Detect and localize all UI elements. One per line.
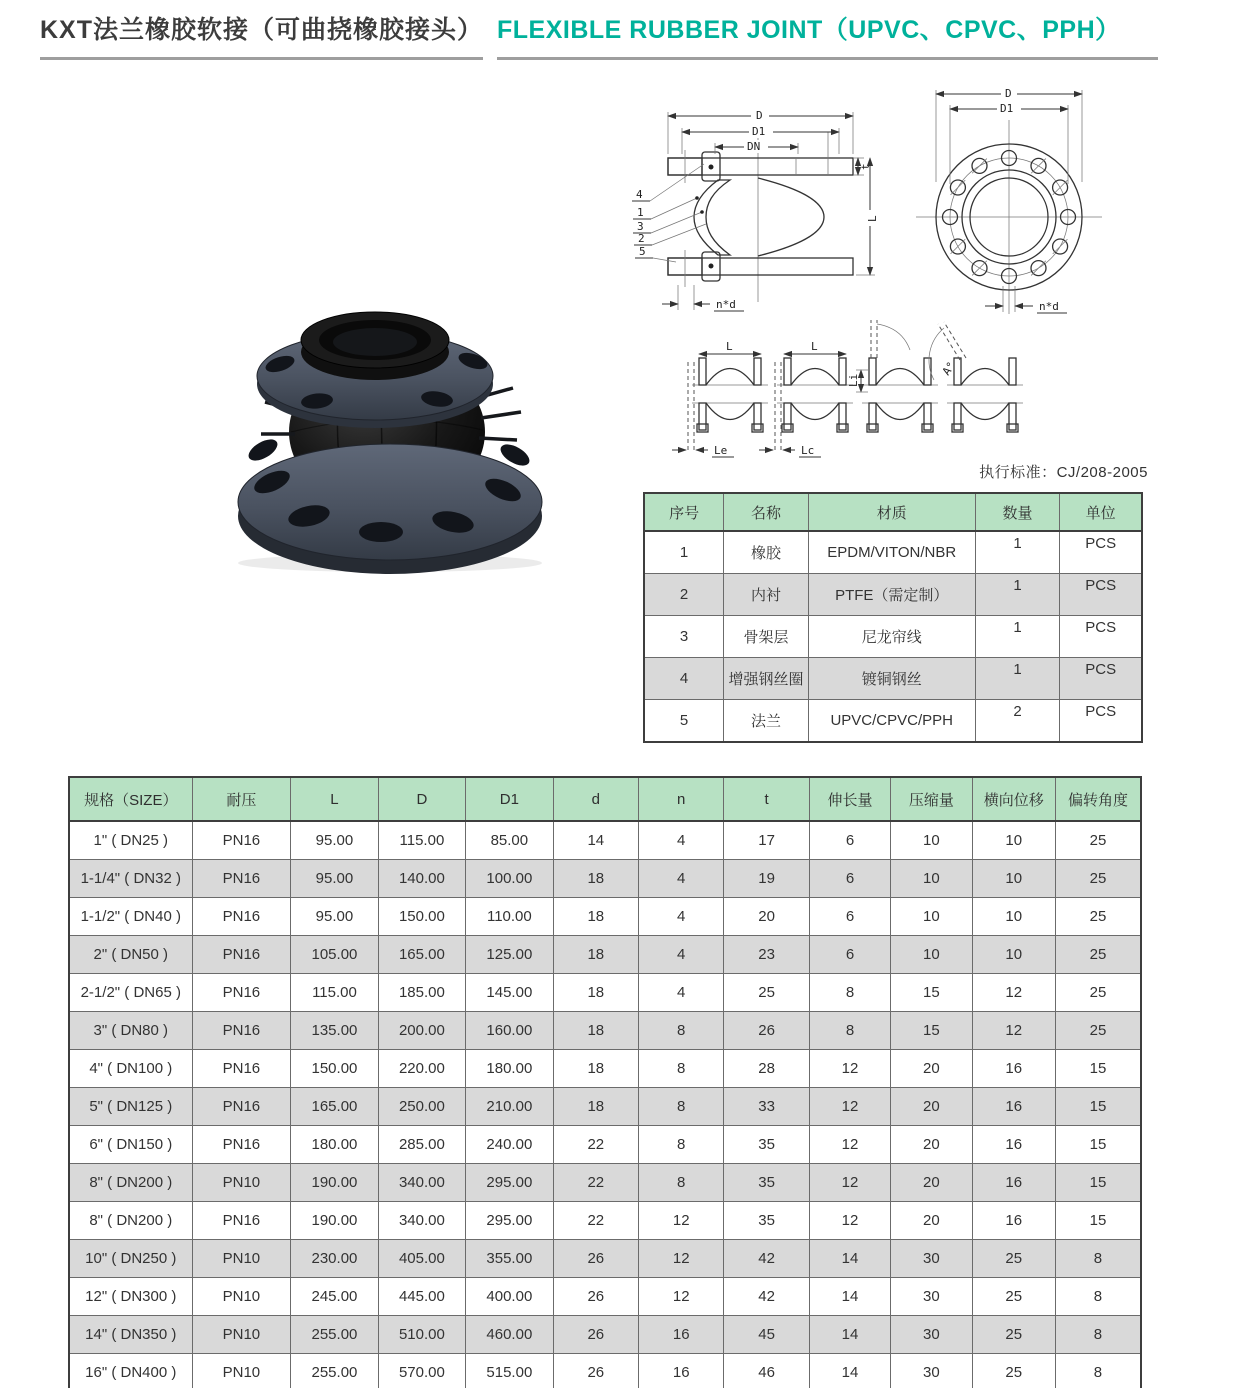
table-cell: 8	[1055, 1316, 1141, 1354]
column-header: d	[553, 777, 638, 821]
table-cell: 95.00	[291, 898, 378, 936]
column-header: 名称	[724, 493, 809, 531]
table-cell: 8	[1055, 1354, 1141, 1388]
table-cell: 12	[972, 1012, 1055, 1050]
part-number: 1	[637, 206, 644, 219]
header-row	[69, 777, 1141, 821]
table-cell: 30	[891, 1316, 972, 1354]
table-cell: UPVC/CPVC/PPH	[808, 700, 975, 743]
table-cell: 15	[1055, 1164, 1141, 1202]
table-row	[69, 1316, 1141, 1354]
table-cell: 18	[553, 1012, 638, 1050]
table-cell: PN16	[192, 1088, 291, 1126]
table-cell: 12	[639, 1240, 724, 1278]
table-cell: 12	[972, 974, 1055, 1012]
front-view-drawing	[916, 87, 1102, 314]
table-cell: 尼龙帘线	[808, 616, 975, 658]
table-cell: 20	[891, 1164, 972, 1202]
table-cell: 45	[724, 1316, 809, 1354]
dim-label: L	[726, 340, 733, 353]
table-cell: 22	[553, 1164, 638, 1202]
table-cell: 15	[1055, 1126, 1141, 1164]
table-cell: 18	[553, 974, 638, 1012]
table-cell: 10	[891, 860, 972, 898]
table-cell: 14	[809, 1240, 890, 1278]
table-cell: 10	[972, 821, 1055, 860]
table-cell: 25	[724, 974, 809, 1012]
table-row	[69, 860, 1141, 898]
table-cell: 30	[891, 1240, 972, 1278]
table-cell: 16	[972, 1050, 1055, 1088]
table-cell: 4	[639, 974, 724, 1012]
table-row	[644, 574, 1142, 616]
table-cell: 4	[644, 658, 724, 700]
table-cell: EPDM/VITON/NBR	[808, 531, 975, 574]
table-cell: 220.00	[378, 1050, 465, 1088]
sketch-elongation	[672, 340, 768, 457]
standard-note: 执行标准：CJ/208-2005	[979, 464, 1148, 481]
table-cell: 2	[644, 574, 724, 616]
page-header	[40, 10, 1158, 60]
table-cell: 8	[639, 1164, 724, 1202]
table-cell: 460.00	[466, 1316, 553, 1354]
table-cell: 1	[975, 531, 1060, 574]
table-cell: 26	[553, 1354, 638, 1388]
table-cell: 295.00	[466, 1164, 553, 1202]
table-cell: 210.00	[466, 1088, 553, 1126]
table-cell: 8" ( DN200 )	[69, 1164, 192, 1202]
table-cell: 25	[972, 1354, 1055, 1388]
table-cell: 3" ( DN80 )	[69, 1012, 192, 1050]
table-cell: 285.00	[378, 1126, 465, 1164]
table-cell: 25	[972, 1240, 1055, 1278]
dim-label-nd: n*d	[1039, 300, 1059, 313]
table-cell: 20	[891, 1202, 972, 1240]
part-number: 5	[639, 245, 646, 258]
table-cell: 10	[891, 936, 972, 974]
table-cell: 12	[809, 1050, 890, 1088]
table-cell: 1-1/4" ( DN32 )	[69, 860, 192, 898]
table-cell: 16	[972, 1164, 1055, 1202]
table-cell: PN16	[192, 974, 291, 1012]
table-cell: 16	[639, 1316, 724, 1354]
table-cell: PCS	[1060, 616, 1142, 658]
table-cell: PCS	[1060, 700, 1142, 743]
technical-drawings	[618, 62, 1162, 462]
table-cell: 42	[724, 1240, 809, 1278]
table-cell: 95.00	[291, 821, 378, 860]
table-cell: 115.00	[378, 821, 465, 860]
table-cell: 6	[809, 898, 890, 936]
table-cell: 3	[644, 616, 724, 658]
table-cell: 增强钢丝圈	[724, 658, 809, 700]
table-cell: 14	[553, 821, 638, 860]
table-cell: 22	[553, 1202, 638, 1240]
table-row	[69, 821, 1141, 860]
table-cell: PN16	[192, 1202, 291, 1240]
table-cell: 法兰	[724, 700, 809, 743]
table-cell: 110.00	[466, 898, 553, 936]
parts-table	[643, 492, 1143, 743]
table-cell: PCS	[1060, 531, 1142, 574]
table-cell: 内衬	[724, 574, 809, 616]
spec-table	[68, 776, 1142, 1388]
table-cell: 26	[553, 1240, 638, 1278]
table-cell: PN16	[192, 1012, 291, 1050]
table-cell: PN16	[192, 936, 291, 974]
table-cell: 400.00	[466, 1278, 553, 1316]
table-cell: 340.00	[378, 1202, 465, 1240]
table-cell: PN10	[192, 1316, 291, 1354]
table-cell: 10	[891, 898, 972, 936]
table-row	[644, 616, 1142, 658]
column-header: L	[291, 777, 378, 821]
table-cell: 95.00	[291, 860, 378, 898]
table-cell: 4	[639, 898, 724, 936]
table-cell: 17	[724, 821, 809, 860]
table-cell: 8	[639, 1088, 724, 1126]
table-row	[69, 974, 1141, 1012]
table-cell: PN16	[192, 1126, 291, 1164]
table-cell: 25	[1055, 1012, 1141, 1050]
table-cell: 1	[644, 531, 724, 574]
table-row	[69, 1088, 1141, 1126]
table-cell: 8	[639, 1126, 724, 1164]
table-cell: 255.00	[291, 1316, 378, 1354]
page-title-en: FLEXIBLE RUBBER JOINT（UPVC、CPVC、PPH）	[497, 10, 1158, 60]
column-header: 规格（SIZE）	[69, 777, 192, 821]
table-cell: PN16	[192, 821, 291, 860]
table-cell: 245.00	[291, 1278, 378, 1316]
table-cell: 150.00	[378, 898, 465, 936]
table-cell: 1	[975, 574, 1060, 616]
table-cell: 42	[724, 1278, 809, 1316]
table-row	[69, 1050, 1141, 1088]
table-cell: 8	[639, 1012, 724, 1050]
table-cell: 355.00	[466, 1240, 553, 1278]
page-title: KXT法兰橡胶软接（可曲挠橡胶接头）	[40, 10, 483, 60]
table-cell: 18	[553, 898, 638, 936]
table-row	[69, 898, 1141, 936]
table-cell: 25	[972, 1316, 1055, 1354]
table-cell: 10	[972, 936, 1055, 974]
table-cell: 8	[1055, 1278, 1141, 1316]
table-row	[644, 700, 1142, 743]
table-cell: PCS	[1060, 574, 1142, 616]
table-cell: 20	[891, 1126, 972, 1164]
table-cell: 180.00	[466, 1050, 553, 1088]
table-cell: 26	[553, 1278, 638, 1316]
column-header: D	[378, 777, 465, 821]
table-cell: 2	[975, 700, 1060, 743]
table-cell: 1-1/2" ( DN40 )	[69, 898, 192, 936]
table-cell: 1	[975, 658, 1060, 700]
table-cell: 160.00	[466, 1012, 553, 1050]
part-number: 3	[637, 220, 644, 233]
column-header: 序号	[644, 493, 724, 531]
table-cell: 255.00	[291, 1354, 378, 1388]
dim-label-D: D	[756, 109, 763, 122]
table-cell: 20	[891, 1088, 972, 1126]
table-cell: 515.00	[466, 1354, 553, 1388]
table-cell: PN10	[192, 1354, 291, 1388]
table-cell: 12	[809, 1126, 890, 1164]
table-cell: 4" ( DN100 )	[69, 1050, 192, 1088]
product-photo	[225, 300, 555, 575]
table-cell: 8" ( DN200 )	[69, 1202, 192, 1240]
header-row	[644, 493, 1142, 531]
table-cell: 16	[972, 1202, 1055, 1240]
table-cell: 4	[639, 821, 724, 860]
table-row	[69, 1202, 1141, 1240]
table-cell: 230.00	[291, 1240, 378, 1278]
table-cell: 12	[809, 1088, 890, 1126]
table-cell: 25	[1055, 821, 1141, 860]
table-cell: 165.00	[291, 1088, 378, 1126]
table-cell: 115.00	[291, 974, 378, 1012]
table-cell: 4	[639, 936, 724, 974]
table-cell: 35	[724, 1126, 809, 1164]
table-cell: 8	[809, 974, 890, 1012]
dim-label: Le	[714, 444, 728, 457]
table-cell: 190.00	[291, 1164, 378, 1202]
table-cell: 6	[809, 821, 890, 860]
dim-label-D1: D1	[752, 125, 766, 138]
table-cell: 19	[724, 860, 809, 898]
table-cell: 33	[724, 1088, 809, 1126]
movement-sketches	[672, 320, 1023, 457]
table-cell: 18	[553, 1088, 638, 1126]
table-cell: 14" ( DN350 )	[69, 1316, 192, 1354]
sketch-lateral	[847, 320, 938, 432]
table-cell: 46	[724, 1354, 809, 1388]
table-cell: 20	[891, 1050, 972, 1088]
table-cell: 510.00	[378, 1316, 465, 1354]
table-cell: 12	[809, 1164, 890, 1202]
table-cell: 6	[809, 860, 890, 898]
dim-label-D1: D1	[1000, 102, 1014, 115]
table-cell: 145.00	[466, 974, 553, 1012]
table-cell: 12" ( DN300 )	[69, 1278, 192, 1316]
bottom-flange	[238, 435, 542, 574]
table-cell: 18	[553, 860, 638, 898]
column-header: 数量	[975, 493, 1060, 531]
section-view-drawing	[632, 109, 879, 311]
table-cell: 570.00	[378, 1354, 465, 1388]
table-row	[69, 1164, 1141, 1202]
table-cell: 25	[972, 1278, 1055, 1316]
table-cell: 15	[1055, 1050, 1141, 1088]
table-cell: 140.00	[378, 860, 465, 898]
table-cell: 295.00	[466, 1202, 553, 1240]
table-cell: 16	[972, 1126, 1055, 1164]
table-cell: 15	[1055, 1088, 1141, 1126]
table-cell: 4	[639, 860, 724, 898]
table-cell: PN16	[192, 1050, 291, 1088]
table-row	[69, 1354, 1141, 1388]
table-cell: 10	[891, 821, 972, 860]
table-cell: 150.00	[291, 1050, 378, 1088]
table-cell: 18	[553, 936, 638, 974]
table-cell: 185.00	[378, 974, 465, 1012]
table-cell: 180.00	[291, 1126, 378, 1164]
table-row	[69, 1240, 1141, 1278]
table-cell: 骨架层	[724, 616, 809, 658]
table-cell: PN10	[192, 1164, 291, 1202]
table-row	[69, 1012, 1141, 1050]
column-header: 压缩量	[891, 777, 972, 821]
dim-label: Lc	[801, 444, 815, 457]
table-cell: 8	[639, 1050, 724, 1088]
dim-label-nd: n*d	[716, 298, 736, 311]
table-cell: 445.00	[378, 1278, 465, 1316]
table-cell: 25	[1055, 974, 1141, 1012]
table-cell: PTFE（需定制）	[808, 574, 975, 616]
table-cell: 30	[891, 1354, 972, 1388]
table-cell: 8	[1055, 1240, 1141, 1278]
table-cell: 8	[809, 1012, 890, 1050]
table-cell: 6" ( DN150 )	[69, 1126, 192, 1164]
table-cell: PCS	[1060, 658, 1142, 700]
table-cell: 190.00	[291, 1202, 378, 1240]
dim-label-D: D	[1005, 87, 1012, 100]
table-cell: 16	[639, 1354, 724, 1388]
table-cell: 85.00	[466, 821, 553, 860]
table-cell: 340.00	[378, 1164, 465, 1202]
table-cell: 26	[553, 1316, 638, 1354]
table-cell: 30	[891, 1278, 972, 1316]
table-cell: 200.00	[378, 1012, 465, 1050]
table-cell: 14	[809, 1278, 890, 1316]
table-cell: PN16	[192, 860, 291, 898]
table-cell: 橡胶	[724, 531, 809, 574]
dim-label: A°	[939, 359, 959, 378]
table-cell: 5	[644, 700, 724, 743]
table-cell: 20	[724, 898, 809, 936]
table-cell: PN10	[192, 1278, 291, 1316]
table-cell: 6	[809, 936, 890, 974]
sketch-compression	[759, 340, 853, 457]
column-header: 耐压	[192, 777, 291, 821]
table-row	[69, 936, 1141, 974]
column-header: 单位	[1060, 493, 1142, 531]
dim-label-L: L	[866, 215, 879, 222]
table-cell: 25	[1055, 860, 1141, 898]
table-cell: 250.00	[378, 1088, 465, 1126]
table-cell: PN16	[192, 898, 291, 936]
table-cell: 14	[809, 1354, 890, 1388]
table-cell: 15	[1055, 1202, 1141, 1240]
table-cell: 35	[724, 1202, 809, 1240]
dim-label: Li	[847, 373, 860, 387]
column-header: 横向位移	[972, 777, 1055, 821]
column-header: 材质	[808, 493, 975, 531]
table-cell: 165.00	[378, 936, 465, 974]
top-flange	[257, 312, 493, 428]
table-cell: 12	[639, 1278, 724, 1316]
table-cell: 2-1/2" ( DN65 )	[69, 974, 192, 1012]
table-cell: 240.00	[466, 1126, 553, 1164]
table-cell: 23	[724, 936, 809, 974]
table-cell: 10" ( DN250 )	[69, 1240, 192, 1278]
table-cell: 25	[1055, 898, 1141, 936]
table-cell: 12	[809, 1202, 890, 1240]
table-cell: 35	[724, 1164, 809, 1202]
column-header: D1	[466, 777, 553, 821]
table-cell: 16	[972, 1088, 1055, 1126]
table-cell: 14	[809, 1316, 890, 1354]
table-row	[644, 658, 1142, 700]
sketch-angular	[929, 322, 1023, 432]
dim-label-DN: DN	[747, 140, 761, 153]
table-cell: 15	[891, 1012, 972, 1050]
table-cell: 125.00	[466, 936, 553, 974]
dim-label-t: t	[859, 163, 872, 170]
table-cell: 25	[1055, 936, 1141, 974]
table-cell: 10	[972, 860, 1055, 898]
table-cell: 22	[553, 1126, 638, 1164]
part-number: 4	[636, 188, 643, 201]
table-cell: 16" ( DN400 )	[69, 1354, 192, 1388]
table-cell: 镀铜钢丝	[808, 658, 975, 700]
table-cell: 5" ( DN125 )	[69, 1088, 192, 1126]
table-row	[644, 531, 1142, 574]
table-cell: 28	[724, 1050, 809, 1088]
part-number: 2	[638, 232, 645, 245]
column-header: 伸长量	[809, 777, 890, 821]
table-cell: 1" ( DN25 )	[69, 821, 192, 860]
column-header: 偏转角度	[1055, 777, 1141, 821]
table-cell: 12	[639, 1202, 724, 1240]
table-cell: 18	[553, 1050, 638, 1088]
table-cell: 135.00	[291, 1012, 378, 1050]
column-header: t	[724, 777, 809, 821]
table-cell: 2" ( DN50 )	[69, 936, 192, 974]
table-cell: 105.00	[291, 936, 378, 974]
table-cell: 405.00	[378, 1240, 465, 1278]
column-header: n	[639, 777, 724, 821]
table-cell: 100.00	[466, 860, 553, 898]
table-cell: 15	[891, 974, 972, 1012]
table-cell: PN10	[192, 1240, 291, 1278]
dim-label: L	[811, 340, 818, 353]
table-row	[69, 1126, 1141, 1164]
table-cell: 1	[975, 616, 1060, 658]
table-row	[69, 1278, 1141, 1316]
table-cell: 26	[724, 1012, 809, 1050]
table-cell: 10	[972, 898, 1055, 936]
